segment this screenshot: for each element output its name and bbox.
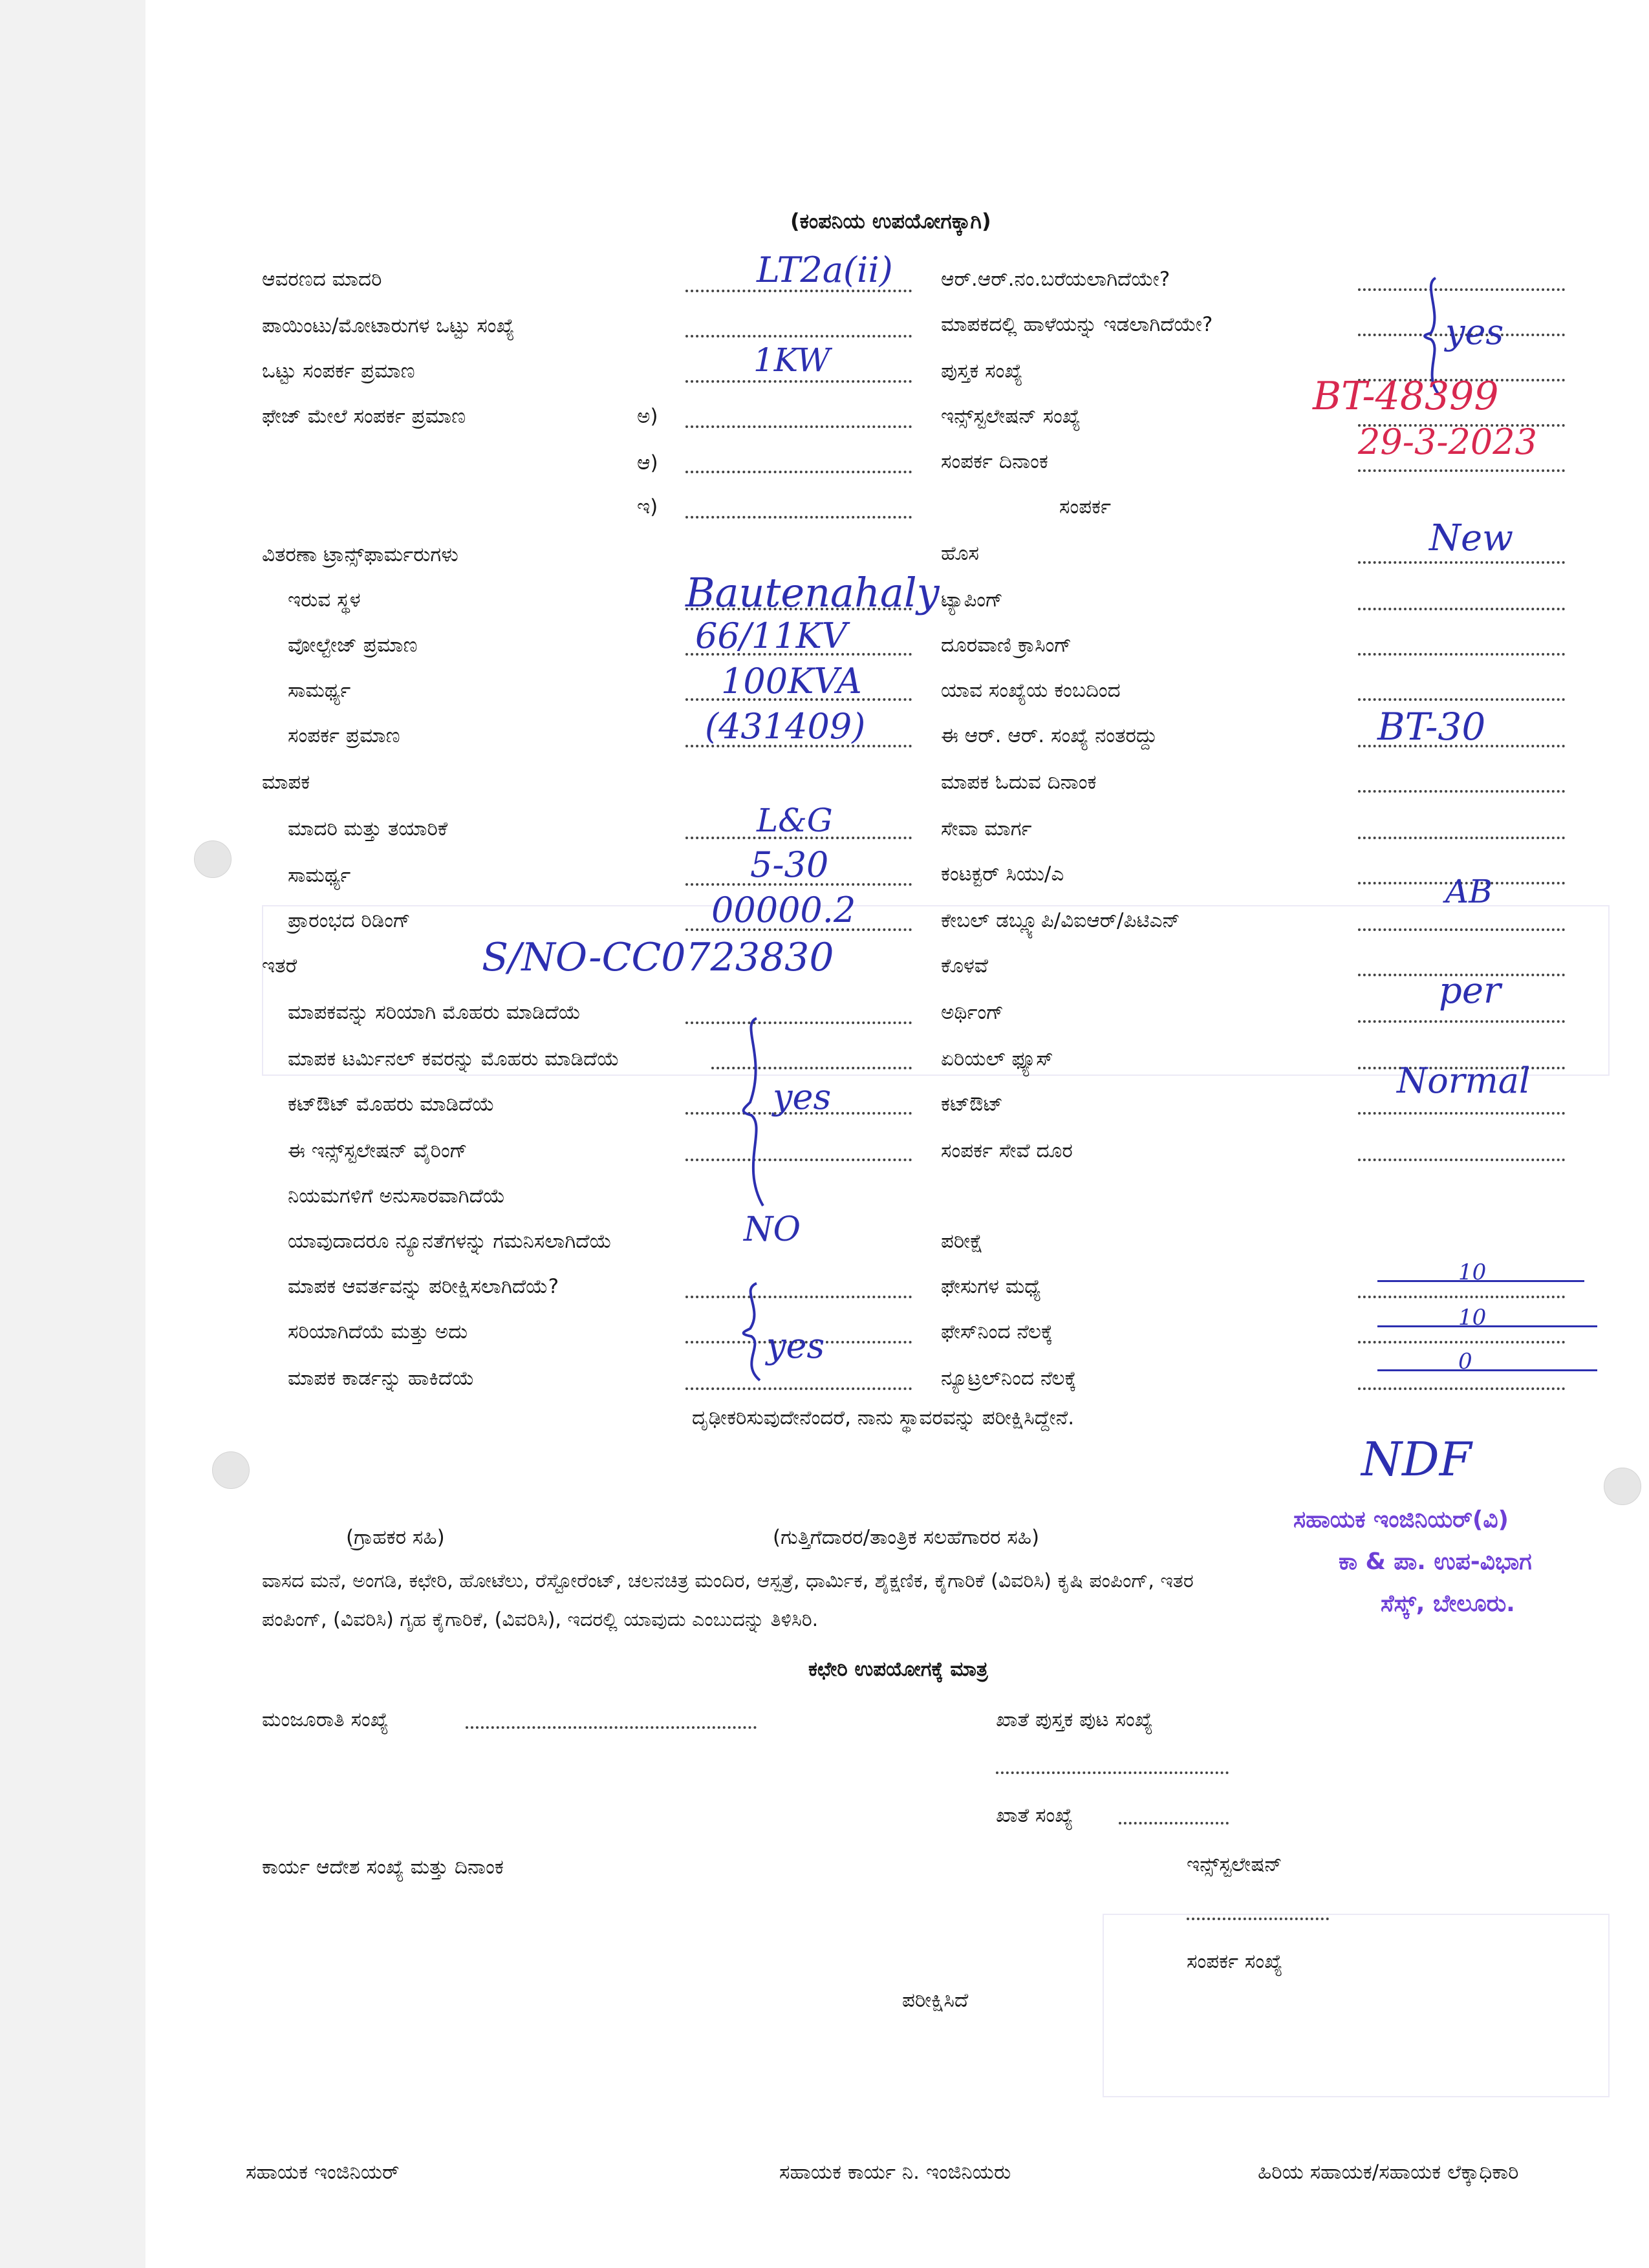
field-label-total-load: ಒಟ್ಟು ಸಂಪರ್ಕ ಪ್ರಮಾಣ bbox=[262, 359, 415, 383]
handwritten-phase-earth: 10 bbox=[1458, 1305, 1487, 1331]
right-dotted-line bbox=[1358, 561, 1565, 564]
installation-label: ಇನ್ಸ್‌ಸ್ಟಲೇಷನ್ bbox=[1187, 1853, 1282, 1876]
field-label-earthing: ಅರ್ಥಿಂಗ್ bbox=[941, 1001, 1004, 1024]
handwritten-yes-rr: yes bbox=[1445, 312, 1504, 352]
footer-assistant-engineer: ಸಹಾಯಕ ಇಂಜಿನಿಯರ್ bbox=[246, 2161, 400, 2184]
field-label-premises-type: ಆವರಣದ ಮಾದರಿ bbox=[262, 268, 382, 291]
field-label-phase-load: ಫೇಜ್ ಮೇಲೆ ಸಂಪರ್ಕ ಪ್ರಮಾಣ bbox=[262, 405, 466, 428]
handwritten-location: Bautenahaly bbox=[685, 569, 940, 616]
right-dotted-line bbox=[1358, 288, 1565, 291]
field-label-service-line: ಸೇವಾ ಮಾರ್ಗ bbox=[941, 817, 1032, 840]
field-label-book-no: ಪುಸ್ತಕ ಸಂಖ್ಯೆ bbox=[941, 359, 1023, 383]
handwritten-installation-no: BT-48399 bbox=[1313, 374, 1499, 419]
field-label-voltage: ವೋಲ್ಟೇಜ್ ಪ್ರಮಾಣ bbox=[288, 634, 418, 657]
field-label-rr-after: ಈ ಆರ್. ಆರ್. ಸಂಖ್ಯೆ ನಂತರದ್ದು bbox=[941, 724, 1158, 747]
account-no-line bbox=[1119, 1822, 1229, 1824]
field-label-transformers: ವಿತರಣಾ ಟ್ರಾನ್ಸ್‌ಫಾರ್ಮರುಗಳು bbox=[262, 543, 458, 566]
ledger-page-line bbox=[996, 1771, 1229, 1774]
field-label-reading-date: ಮಾಪಕ ಓದುವ ದಿನಾಂಕ bbox=[941, 771, 1097, 794]
field-label-tapping: ಟ್ಯಾಪಿಂಗ್ bbox=[941, 588, 1003, 612]
sub-marker-aa: ಆ) bbox=[637, 451, 658, 475]
field-label-conductor: ಕಂಟಕ್ಟರ್ ಸಿಯು/ಎ bbox=[941, 862, 1064, 886]
field-label-location: ಇರುವ ಸ್ಥಳ bbox=[288, 588, 361, 612]
field-label-rr-written: ಆರ್.ಆರ್.ನಂ.ಬರೆಯಲಾಗಿದೆಯೇ? bbox=[941, 268, 1170, 291]
handwritten-neutral-earth: 0 bbox=[1458, 1349, 1472, 1375]
handwritten-premises-type: LT2a(ii) bbox=[757, 250, 893, 290]
office-use-heading: ಕಛೇರಿ ಉಪಯೋಗಕ್ಕೆ ಮಾತ್ರ bbox=[808, 1658, 988, 1681]
left-dotted-line bbox=[685, 1387, 912, 1390]
handwritten-meter-capacity: 5-30 bbox=[750, 844, 829, 885]
handwritten-connection-date: 29-3-2023 bbox=[1358, 422, 1537, 462]
handwritten-total-load: 1KW bbox=[753, 341, 830, 379]
field-label-defects: ಯಾವುದಾದರೂ ನ್ಯೂನತೆಗಳನ್ನು ಗಮನಿಸಲಾಗಿದೆಯೆ bbox=[288, 1230, 612, 1253]
certification-text: ದೃಢೀಕರಿಸುವುದೇನೆಂದರೆ, ನಾನು ಸ್ಥಾವರವನ್ನು ಪರೀಕ್ಷಿಸಿದ್ದೇನೆ. bbox=[692, 1406, 1075, 1429]
field-label-rules: ನಿಯಮಗಳಿಗೆ ಅನುಸಾರವಾಗಿದೆಯೆ bbox=[288, 1184, 506, 1208]
right-dotted-line bbox=[1358, 1020, 1565, 1023]
handwritten-make: L&G bbox=[757, 802, 833, 839]
left-dotted-line bbox=[685, 471, 912, 473]
field-label-installation-no: ಇನ್ಸ್‌ಸ್ಟಲೇಷನ್ ಸಂಖ್ಯೆ bbox=[941, 405, 1081, 428]
field-label-meter-capacity: ಸಾಮರ್ಥ್ಯ bbox=[288, 864, 351, 887]
field-label-service-distance: ಸಂಪರ್ಕ ಸೇವೆ ದೂರ bbox=[941, 1139, 1073, 1162]
field-label-others: ಇತರೆ bbox=[262, 954, 297, 978]
left-dotted-line bbox=[685, 1159, 912, 1161]
right-dotted-line bbox=[1358, 837, 1565, 839]
checked-label: ಪರೀಕ್ಷಿಸಿದೆ bbox=[902, 1989, 969, 2012]
handwritten-stroke bbox=[1377, 1369, 1597, 1371]
handwritten-initial-reading: 00000.2 bbox=[711, 890, 856, 930]
page-margin bbox=[0, 0, 146, 2268]
form-title: (ಕಂಪನಿಯ ಉಪಯೋಗಕ್ಕಾಗಿ) bbox=[790, 209, 991, 233]
field-label-connection: ಸಂಪರ್ಕ bbox=[1059, 495, 1112, 519]
right-dotted-line bbox=[1358, 608, 1565, 610]
punch-hole bbox=[194, 840, 232, 878]
handwritten-initials: NDF bbox=[1361, 1432, 1472, 1486]
right-dotted-line bbox=[1358, 1112, 1565, 1115]
sanction-no-label: ಮಂಜೂರಾತಿ ಸಂಖ್ಯೆ bbox=[262, 1708, 389, 1731]
left-dotted-line bbox=[685, 335, 912, 337]
field-label-wiring: ಈ ಇನ್ಸ್‌ಸ್ಟಲೇಷನ್ ವೈರಿಂಗ್ bbox=[288, 1139, 468, 1162]
stamp-line-subdivision: ಕಾ & ಪಾ. ಉಪ-ವಿಭಾಗ bbox=[1339, 1548, 1532, 1575]
left-dotted-line bbox=[685, 1022, 912, 1024]
field-label-test: ಪರೀಕ್ಷೆ bbox=[941, 1230, 984, 1253]
sub-marker-a: ಅ) bbox=[637, 405, 658, 428]
handwritten-serial-no: S/NO-CC0723830 bbox=[482, 935, 834, 980]
field-label-total-points: ಪಾಯಿಂಟು/ಮೋಟಾರುಗಳ ಒಟ್ಟು ಸಂಖ್ಯೆ bbox=[262, 314, 515, 337]
work-order-label: ಕಾರ್ಯ ಆದೇಶ ಸಂಖ್ಯೆ ಮತ್ತು ದಿನಾಂಕ bbox=[262, 1856, 504, 1879]
right-dotted-line bbox=[1358, 469, 1565, 472]
stamp-line-designation: ಸಹಾಯಕ ಇಂಜಿನಿಯರ್(ವಿ) bbox=[1293, 1506, 1509, 1533]
field-label-cutout-sealed: ಕಟ್‌ಔಟ್ ಮೊಹರು ಮಾಡಿದೆಯೆ bbox=[288, 1093, 495, 1116]
field-label-capacity: ಸಾಮರ್ಥ್ಯ bbox=[288, 679, 351, 702]
connection-no-label: ಸಂಪರ್ಕ ಸಂಖ್ಯೆ bbox=[1187, 1950, 1283, 1973]
right-dotted-line bbox=[1358, 790, 1565, 793]
punch-hole bbox=[1604, 1468, 1641, 1505]
field-label-new: ಹೊಸ bbox=[941, 542, 979, 565]
handwritten-aerial-fuse: Normal bbox=[1397, 1060, 1531, 1101]
handwritten-capacity: 100KVA bbox=[721, 661, 862, 701]
field-label-phase-earth: ಫೇಸ್‌ನಿಂದ ನೆಲಕ್ಕೆ bbox=[941, 1320, 1053, 1343]
footer-assistant-exec-engineer: ಸಹಾಯಕ ಕಾರ್ಯ ನಿ. ಇಂಜಿನಿಯರು bbox=[779, 2161, 1011, 2184]
field-label-phase-phase: ಫೇಸುಗಳ ಮಧ್ಯೆ bbox=[941, 1275, 1041, 1298]
usage-note-line-1: ವಾಸದ ಮನೆ, ಅಂಗಡಿ, ಕಛೇರಿ, ಹೋಟೆಲು, ರೆಸ್ಟೋರೆಂಟ್, ಚಲನಚಿತ್ರ ಮಂದಿರ, ಆಸ್ಪತ್ರೆ, ಧಾರ್ಮಿಕ, ಶೈಕ್ಷಣಿಕ, ಕೈಗಾರಿಕೆ (ವಿವರಿಸಿ) ಕೃಷಿ ಪಂಪಿಂಗ್, ಇತರ bbox=[262, 1570, 1194, 1592]
right-dotted-line bbox=[1358, 928, 1565, 931]
field-label-pole-no: ಯಾವ ಸಂಖ್ಯೆಯ ಕಂಬದಿಂದ bbox=[941, 679, 1121, 702]
field-label-aerial-fuse: ಏರಿಯಲ್ ಫ್ಯೂಸ್ bbox=[941, 1047, 1053, 1071]
field-label-conduit: ಕೊಳವೆ bbox=[941, 954, 988, 978]
left-dotted-line bbox=[685, 1296, 912, 1298]
field-label-telephone-crossing: ದೂರವಾಣಿ ಕ್ರಾಸಿಂಗ್ bbox=[941, 634, 1072, 657]
field-label-meter-sealed: ಮಾಪಕವನ್ನು ಸರಿಯಾಗಿ ಮೊಹರು ಮಾಡಿದೆಯೆ bbox=[288, 1001, 581, 1024]
handwritten-new: New bbox=[1429, 517, 1514, 559]
handwritten-connected-load: (431409) bbox=[705, 706, 866, 747]
sanction-no-line bbox=[466, 1726, 757, 1729]
handwritten-yes-meter-card: yes bbox=[766, 1325, 825, 1366]
handwritten-stroke bbox=[1377, 1325, 1597, 1327]
handwritten-defects: NO bbox=[744, 1210, 801, 1249]
field-label-meter-card: ಮಾಪಕ ಕಾರ್ಡನ್ನು ಹಾಕಿದೆಯೆ bbox=[288, 1367, 475, 1390]
consumer-signature-label: (ಗ್ರಾಹಕರ ಸಹಿ) bbox=[346, 1526, 445, 1549]
field-label-cutout: ಕಟ್‌ಔಟ್ bbox=[941, 1093, 1003, 1116]
field-label-neutral-earth: ನ್ಯೂಟ್ರಲ್‌ನಿಂದ ನೆಲಕ್ಕೆ bbox=[941, 1367, 1077, 1390]
right-dotted-line bbox=[1358, 1341, 1565, 1343]
right-dotted-line bbox=[1358, 653, 1565, 656]
handwritten-voltage: 66/11KV bbox=[695, 615, 847, 656]
field-label-terminal-sealed: ಮಾಪಕ ಟರ್ಮಿನಲ್ ಕವರನ್ನು ಮೊಹರು ಮಾಡಿದೆಯೆ bbox=[288, 1047, 620, 1071]
account-no-label: ಖಾತೆ ಸಂಖ್ಯೆ bbox=[996, 1804, 1073, 1827]
field-label-connection-date: ಸಂಪರ್ಕ ದಿನಾಂಕ bbox=[941, 450, 1048, 473]
usage-note-line-2: ಪಂಪಿಂಗ್, (ವಿವರಿಸಿ) ಗೃಹ ಕೈಗಾರಿಕೆ, (ವಿವರಿಸಿ), ಇದರಲ್ಲಿ ಯಾವುದು ಎಂಬುದನ್ನು ತಿಳಿಸಿರಿ. bbox=[262, 1609, 819, 1631]
right-dotted-line bbox=[1358, 1387, 1565, 1390]
field-label-cable: ಕೇಬಲ್ ಡಬ್ಲ್ಯೂಪಿ/ವಿಐಆರ್/ಪಿಟಿಎನ್ bbox=[941, 909, 1180, 932]
bleed-through-box bbox=[1103, 1914, 1610, 2097]
field-label-initial-reading: ಪ್ರಾರಂಭದ ರಿಡಿಂಗ್ bbox=[288, 909, 411, 932]
field-label-connected-load: ಸಂಪರ್ಕ ಪ್ರಮಾಣ bbox=[288, 724, 400, 747]
field-label-meter: ಮಾಪಕ bbox=[262, 771, 310, 794]
right-dotted-line bbox=[1358, 698, 1565, 701]
field-label-meter-rotation: ಮಾಪಕ ಆವರ್ತವನ್ನು ಪರೀಕ್ಷಿಸಲಾಗಿದೆಯೆ? bbox=[288, 1275, 559, 1298]
contractor-signature-label: (ಗುತ್ತಿಗೆದಾರರ/ತಾಂತ್ರಿಕ ಸಲಹೆಗಾರರ ಸಹಿ) bbox=[773, 1526, 1040, 1549]
handwritten-rr-after: BT-30 bbox=[1377, 705, 1486, 749]
footer-accounts-officer: ಹಿರಿಯ ಸಹಾಯಕ/ಸಹಾಯಕ ಲೆಕ್ಕಾಧಿಕಾರಿ bbox=[1258, 2161, 1519, 2184]
field-label-correct: ಸರಿಯಾಗಿದೆಯೆ ಮತ್ತು ಅದು bbox=[288, 1320, 468, 1343]
handwritten-earthing: per bbox=[1439, 970, 1501, 1012]
right-dotted-line bbox=[1358, 1159, 1565, 1161]
sub-marker-i: ಇ) bbox=[637, 495, 658, 519]
handwritten-cable: AB bbox=[1445, 873, 1493, 910]
handwritten-phase-phase: 10 bbox=[1458, 1259, 1487, 1285]
left-dotted-line bbox=[685, 380, 912, 383]
field-label-make: ಮಾದರಿ ಮತ್ತು ತಯಾರಿಕೆ bbox=[288, 817, 448, 840]
punch-hole bbox=[212, 1451, 250, 1489]
handwritten-yes-seals: yes bbox=[773, 1076, 832, 1117]
left-dotted-line bbox=[685, 425, 912, 428]
left-dotted-line bbox=[685, 516, 912, 519]
field-label-sheet-kept: ಮಾಪಕದಲ್ಲಿ ಹಾಳೆಯನ್ನು ಇಡಲಾಗಿದೆಯೇ? bbox=[941, 313, 1213, 336]
installation-line bbox=[1187, 1918, 1329, 1920]
ledger-page-label: ಖಾತೆ ಪುಸ್ತಕ ಪುಟ ಸಂಖ್ಯೆ bbox=[996, 1708, 1153, 1731]
right-dotted-line bbox=[1358, 1296, 1565, 1298]
handwritten-brace bbox=[737, 1018, 776, 1206]
stamp-line-office: ಸೆಸ್ಕ್, ಬೇಲೂರು. bbox=[1381, 1590, 1515, 1617]
